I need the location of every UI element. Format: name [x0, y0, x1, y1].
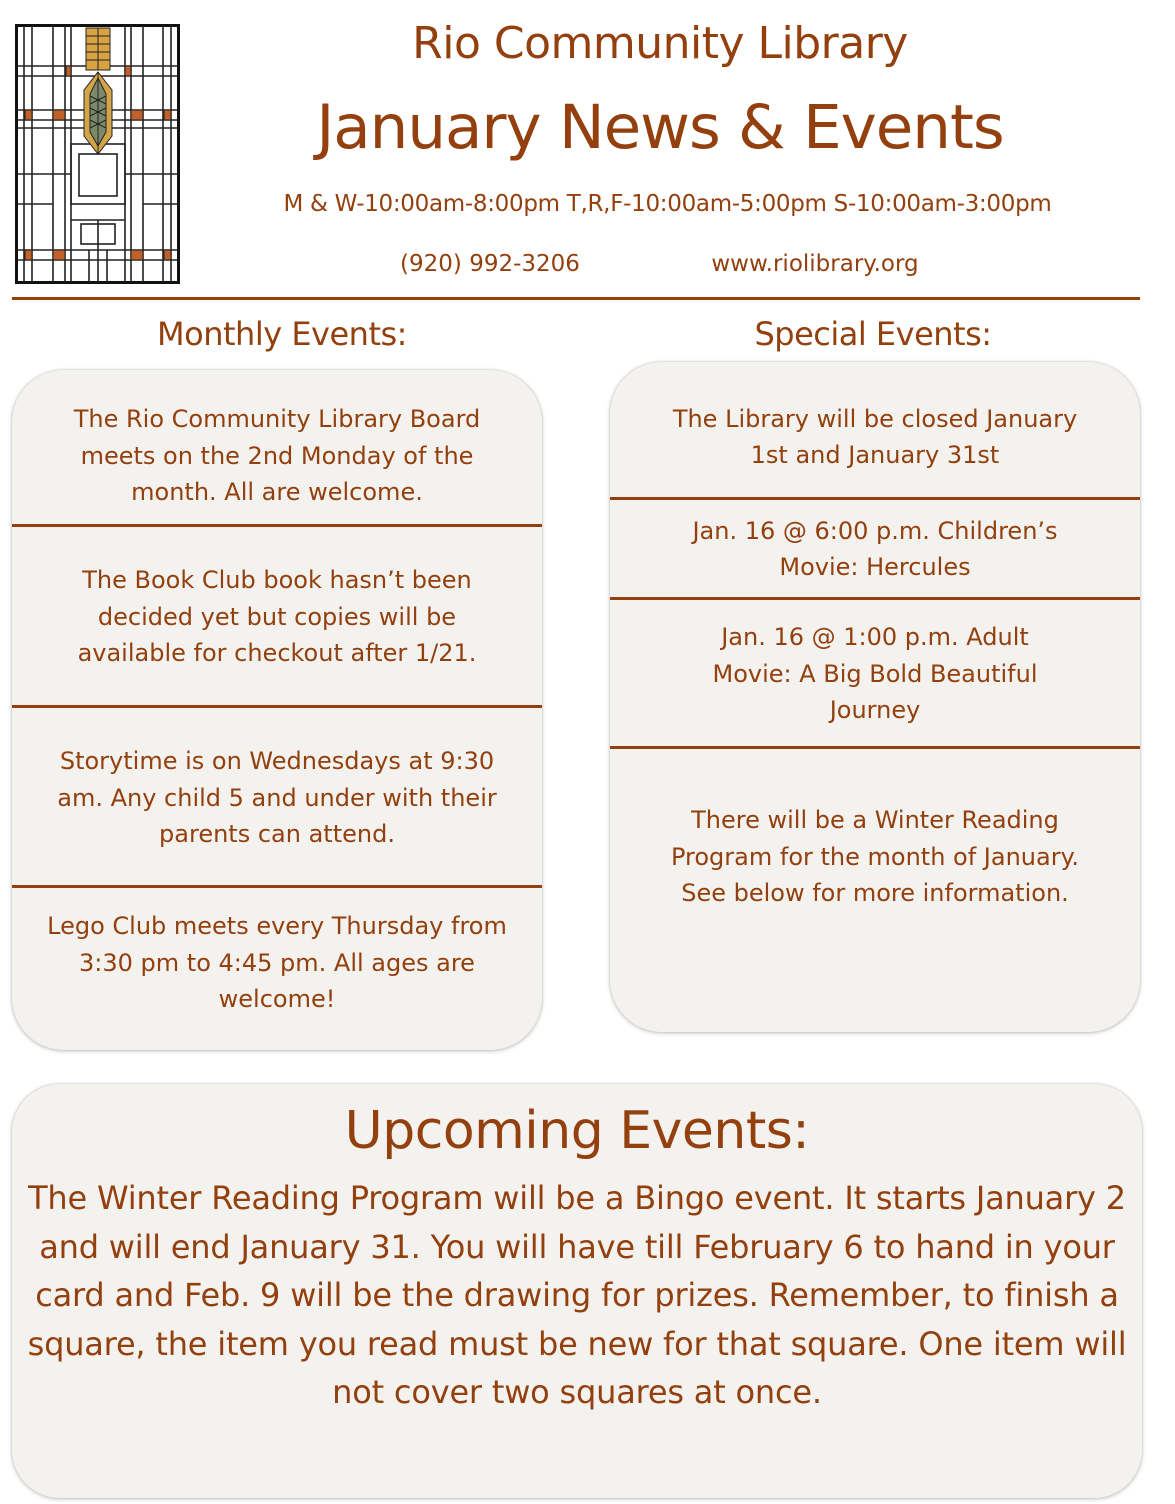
- special-events-panel: [610, 362, 1140, 1032]
- monthly-event-item: Storytime is on Wednesdays at 9:30 am. Any child 5 and under with their parents can attend.: [57, 747, 497, 849]
- upcoming-events-text: The Winter Reading Program will be a Bingo event. It starts January 2 and will end January 31. You will have till February 6 to hand in your card and Feb. 9 will be the drawing for prizes. Remember, to finish a square, the item you read must be new for that square. One item will not cover two squares at once.: [27, 1179, 1127, 1411]
- special-event-item: There will be a Winter Reading Program for the month of January. See below for more information.: [670, 806, 1079, 908]
- monthly-event-item: The Book Club book hasn’t been decided yet but copies will be available for checkout after 1/21.: [77, 566, 477, 668]
- special-divider: [610, 746, 1140, 749]
- monthly-events-heading: Monthly Events:: [157, 315, 407, 353]
- special-event-item: Jan. 16 @ 1:00 p.m. Adult Movie: A Big Bold Beautiful Journey: [712, 623, 1038, 725]
- monthly-divider: [12, 885, 542, 888]
- special-divider: [610, 497, 1140, 500]
- special-event-item: The Library will be closed January 1st and January 31st: [672, 404, 1078, 469]
- special-event-item: Jan. 16 @ 6:00 p.m. Children’s Movie: Hercules: [692, 516, 1058, 581]
- phone-number: (920) 992-3206: [400, 251, 580, 277]
- header-divider: [12, 297, 1140, 300]
- monthly-event-item: Lego Club meets every Thursday from 3:30 pm to 4:45 pm. All ages are welcome!: [47, 912, 507, 1014]
- library-hours: M & W-10:00am-8:00pm T,R,F-10:00am-5:00pm S-10:00am-3:00pm: [283, 191, 1052, 217]
- stained-glass-window-logo: [15, 24, 180, 284]
- special-divider: [610, 597, 1140, 600]
- monthly-divider: [12, 705, 542, 708]
- special-events-heading: Special Events:: [754, 315, 992, 353]
- library-name: Rio Community Library: [412, 18, 908, 69]
- upcoming-events-panel: [12, 1084, 1142, 1498]
- upcoming-events-heading: Upcoming Events:: [344, 1101, 810, 1161]
- monthly-events-panel: [12, 370, 542, 1050]
- monthly-event-item: The Rio Community Library Board meets on the 2nd Monday of the month. All are welcome.: [73, 405, 481, 507]
- monthly-divider: [12, 524, 542, 527]
- page-title: January News & Events: [316, 92, 1004, 163]
- website-link[interactable]: www.riolibrary.org: [711, 251, 919, 277]
